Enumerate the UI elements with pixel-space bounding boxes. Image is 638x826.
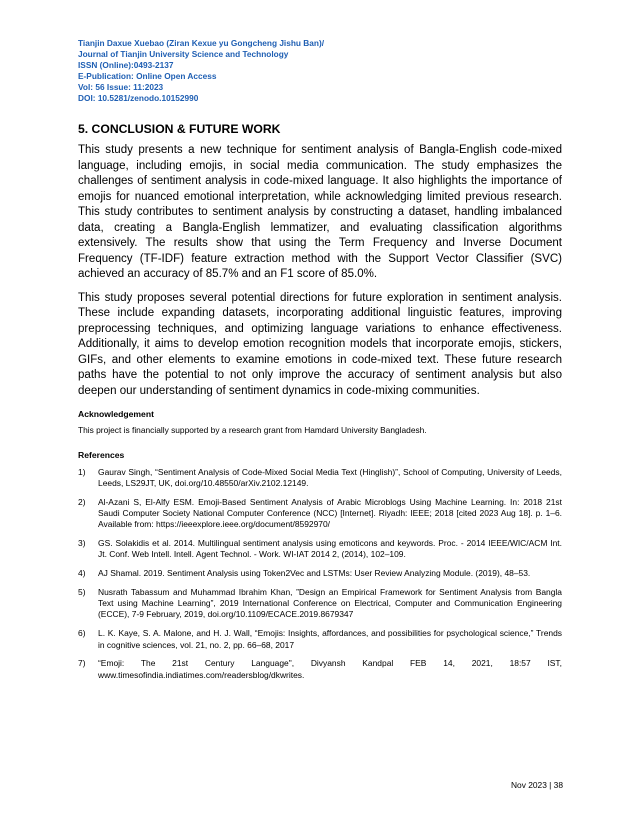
reference-number: 4) xyxy=(78,568,86,579)
reference-text: GS. Solakidis et al. 2014. Multilingual sentiment analysis using emoticons and keywords. Proc. - 2014 IEEE/WIC/ACM Int. Jt. Conf. Web Intell. Intell. Agent Technol. - Work. WI-IAT 2014 2, (2014), 102–109. xyxy=(98,537,562,560)
reference-text: AJ Shamal. 2019. Sentiment Analysis using Token2Vec and LSTMs: User Review Analyzing Module. (2019), 48–53. xyxy=(98,568,531,579)
reference-number: 1) xyxy=(78,466,86,477)
reference-number: 5) xyxy=(78,586,86,597)
reference-number: 7) xyxy=(78,658,86,669)
reference-number: 6) xyxy=(78,628,86,639)
acknowledgement-heading: Acknowledgement xyxy=(78,409,154,419)
references-heading: References xyxy=(78,449,125,460)
journal-header xyxy=(78,38,324,105)
reference-item xyxy=(78,497,562,531)
journal-title-english: Journal of Tianjin University Science and Technology xyxy=(78,49,289,60)
reference-list xyxy=(78,467,562,681)
reference-item xyxy=(78,628,562,651)
journal-issn: ISSN (Online):0493-2137 xyxy=(78,60,174,71)
reference-text: “Emoji: The 21st Century Language", Divyansh Kandpal FEB 14, 2021, 18:57 IST, www.timesofindia.indiatimes.com/readersblog/dkwrites. xyxy=(98,658,562,680)
reference-text: Al-Azani S, El-Alfy ESM. Emoji-Based Sentiment Analysis of Arabic Microblogs Using Machine Learning. In: 2018 21st Saudi Computer Society National Computer Conference (NCC) [Internet]. Riyadh: IEEE; 2018 [cited 2023 Aug 18]. p. 1–6. Available from: https://ieeexplore.ieee.org/document/8592970/ xyxy=(98,496,562,530)
page-content xyxy=(78,121,562,688)
reference-item xyxy=(78,538,562,561)
section-title: 5. CONCLUSION & FUTURE WORK xyxy=(78,122,281,136)
journal-title-line: Tianjin Daxue Xuebao (Ziran Kexue yu Gongcheng Jishu Ban)/ xyxy=(78,38,325,48)
reference-number: 3) xyxy=(78,537,86,548)
journal-publication-type: E-Publication: Online Open Access xyxy=(78,71,217,82)
journal-volume-issue: Vol: 56 Issue: 11:2023 xyxy=(78,82,164,93)
reference-item xyxy=(78,587,562,621)
reference-item xyxy=(78,467,562,490)
acknowledgement-text: This project is financially supported by a research grant from Hamdard University Bangladesh. xyxy=(78,425,427,435)
reference-text: Nusrath Tabassum and Muhammad Ibrahim Khan, ”Design an Empirical Framework for Sentiment Analysis from Bangla Text using Machine Learning”, 2019 International Conference on Electrical, Computer and Communication Engineering (ECCE), 7-9 February, 2019, doi.org/10.1109/ECACE.2019.8679347 xyxy=(98,586,562,620)
page-footer: Nov 2023 | 38 xyxy=(511,780,563,790)
reference-number: 2) xyxy=(78,496,86,507)
reference-text: Gaurav Singh, “Sentiment Analysis of Code-Mixed Social Media Text (Hinglish)”, School of Computing, University of Leeds, Leeds, LS29JT, UK, doi.org/10.48550/arXiv.2102.12149. xyxy=(98,466,562,488)
reference-text: L. K. Kaye, S. A. Malone, and H. J. Wall, “Emojis: Insights, affordances, and possibilities for psychological science,” Trends in cognitive sciences, vol. 21, no. 2, pp. 66–68, 2017 xyxy=(98,628,562,650)
journal-doi: DOI: 10.5281/zenodo.10152990 xyxy=(78,93,199,104)
future-work-paragraph: This study proposes several potential directions for future exploration in sentiment analysis. These include expanding datasets, incorporating additional linguistic features, improving preprocessing techniques, and optimizing language variations to enhance effectiveness. Additionally, it aims to develop emotion recognition models that incorporate emojis, stickers, GIFs, and other elements to examine emotions in code-mixed text. These future research paths have the potential to not only improve the accuracy of sentiment analysis but also deepen our understanding of sentiment dynamics in code-mixing communities. xyxy=(78,291,562,397)
reference-item xyxy=(78,658,562,681)
reference-item xyxy=(78,568,562,579)
conclusion-paragraph: This study presents a new technique for sentiment analysis of Bangla-English code-mixed language, including emojis, in social media communication. The study emphasizes the challenges of sentiment analysis in code-mixed language. It also highlights the importance of emojis for nuanced emotional interpretation, while acknowledging limited previous research. This study contributes to sentiment analysis by constructing a dataset, handling imbalanced data, creating a Bangla-English lemmatizer, and evaluating classification algorithms extensively. The results show that using the Term Frequency and Inverse Document Frequency (TF-IDF) feature extraction method with the Support Vector Classifier (SVC) achieved an accuracy of 85.7% and an F1 score of 85.0%. xyxy=(78,144,562,280)
